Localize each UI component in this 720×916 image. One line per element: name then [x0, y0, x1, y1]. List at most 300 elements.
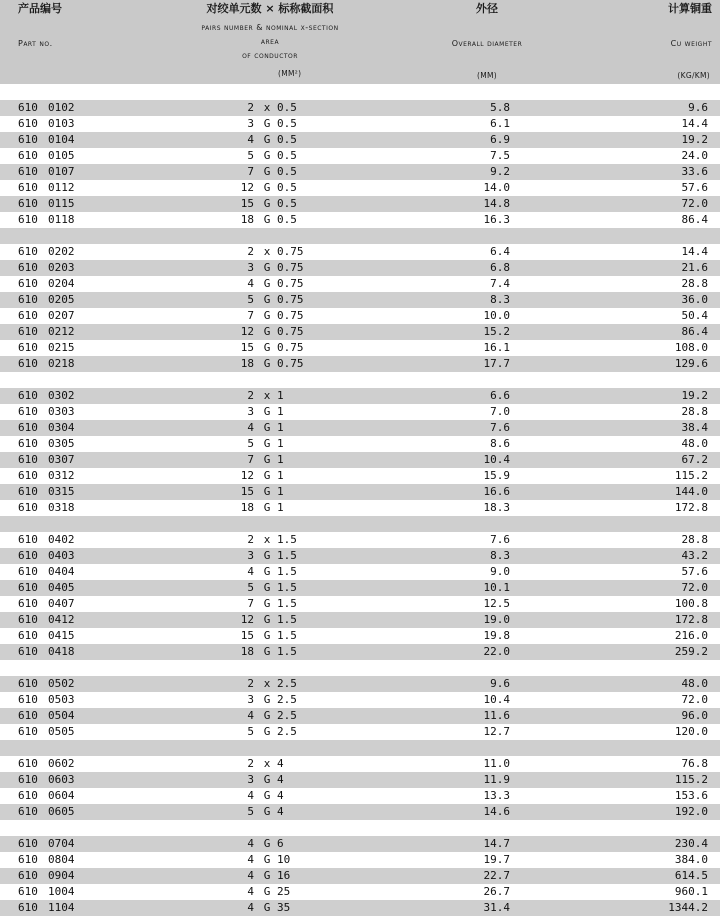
cross-section: 1	[277, 501, 284, 514]
cu-weight: 115.2	[674, 773, 708, 786]
part-prefix: 610	[18, 245, 38, 258]
cross-section: 0.75	[277, 357, 304, 370]
diameter-header-zh: 外径	[476, 2, 498, 15]
cross-section: 0.5	[277, 197, 297, 210]
construction-symbol: G	[263, 629, 271, 642]
part-prefix: 610	[18, 293, 38, 306]
cross-section: 4	[277, 757, 284, 770]
part-code: 0105	[48, 149, 75, 162]
cross-section: 0.75	[277, 261, 304, 274]
cross-section: 1	[277, 485, 284, 498]
part-code: 0704	[48, 837, 75, 850]
pairs-count: 2	[247, 757, 254, 770]
pairs-count: 18	[240, 213, 254, 226]
pairs-count: 7	[247, 453, 254, 466]
construction-symbol: G	[263, 197, 271, 210]
cross-section: 0.5	[277, 213, 297, 226]
cu-weight: 38.4	[681, 421, 708, 434]
part-code: 0104	[48, 133, 75, 146]
cu-weight: 57.6	[681, 181, 708, 194]
pairs-count: 2	[247, 245, 254, 258]
construction-symbol: G	[263, 325, 271, 338]
cu-weight: 19.2	[681, 389, 708, 402]
part-prefix: 610	[18, 117, 38, 130]
table-row	[0, 260, 720, 276]
part-code: 0504	[48, 709, 75, 722]
part-prefix: 610	[18, 677, 38, 690]
overall-diameter: 7.5	[490, 149, 510, 162]
part-code: 0215	[48, 341, 75, 354]
cross-section: 35	[277, 901, 291, 914]
part-code: 0605	[48, 805, 75, 818]
cu-weight: 1344.2	[668, 901, 708, 914]
pairs-count: 18	[240, 645, 254, 658]
overall-diameter: 11.9	[483, 773, 510, 786]
cu-weight: 216.0	[674, 629, 708, 642]
part-prefix: 610	[18, 549, 38, 562]
overall-diameter: 14.0	[483, 181, 510, 194]
construction-symbol: G	[263, 773, 271, 786]
part-prefix: 610	[18, 533, 38, 546]
part-prefix: 610	[18, 485, 38, 498]
construction-symbol: G	[263, 453, 271, 466]
part-prefix: 610	[18, 645, 38, 658]
table-row	[0, 468, 720, 484]
cross-section: 0.5	[277, 117, 297, 130]
pairs-count: 7	[247, 165, 254, 178]
table-row	[0, 644, 720, 660]
table-row	[0, 132, 720, 148]
table-header	[0, 0, 720, 84]
cross-section: 0.75	[277, 245, 304, 258]
overall-diameter: 16.6	[483, 485, 510, 498]
pairs-count: 15	[240, 341, 254, 354]
table-row	[0, 628, 720, 644]
cu-weight: 21.6	[681, 261, 708, 274]
overall-diameter: 10.4	[483, 693, 510, 706]
pairs-count: 3	[247, 117, 254, 130]
diameter-header-en: Overall diameter	[451, 39, 523, 48]
weight-header-zh: 计算铜重	[668, 2, 712, 15]
part-code: 0604	[48, 789, 75, 802]
overall-diameter: 7.6	[490, 421, 510, 434]
construction-symbol: G	[263, 485, 271, 498]
pairs-count: 12	[240, 325, 254, 338]
part-prefix: 610	[18, 581, 38, 594]
construction-symbol: G	[263, 293, 271, 306]
pairs-count: 2	[247, 533, 254, 546]
part-prefix: 610	[18, 341, 38, 354]
cross-section: 2.5	[277, 693, 297, 706]
part-prefix: 610	[18, 357, 38, 370]
cross-section: 1	[277, 389, 284, 402]
cu-weight: 96.0	[681, 709, 708, 722]
cu-weight: 100.8	[674, 597, 708, 610]
part-prefix: 610	[18, 133, 38, 146]
part-prefix: 610	[18, 197, 38, 210]
part-prefix: 610	[18, 725, 38, 738]
overall-diameter: 6.1	[490, 117, 510, 130]
overall-diameter: 6.6	[490, 389, 510, 402]
part-prefix: 610	[18, 261, 38, 274]
part-code: 0503	[48, 693, 75, 706]
cross-section: 1	[277, 437, 284, 450]
cu-weight: 28.8	[681, 277, 708, 290]
part-code: 0804	[48, 853, 75, 866]
construction-symbol: G	[263, 805, 271, 818]
table-row	[0, 420, 720, 436]
part-code: 0107	[48, 165, 75, 178]
part-code: 0207	[48, 309, 75, 322]
overall-diameter: 9.2	[490, 165, 510, 178]
part-code: 0415	[48, 629, 75, 642]
overall-diameter: 7.6	[490, 533, 510, 546]
construction-symbol: G	[263, 565, 271, 578]
part-prefix: 610	[18, 389, 38, 402]
overall-diameter: 19.8	[483, 629, 510, 642]
cross-section: 1.5	[277, 565, 297, 578]
cu-weight: 57.6	[681, 565, 708, 578]
overall-diameter: 15.2	[483, 325, 510, 338]
pairs-count: 5	[247, 149, 254, 162]
pairs-count: 15	[240, 197, 254, 210]
overall-diameter: 8.6	[490, 437, 510, 450]
table-row	[0, 900, 720, 916]
cross-section: 2.5	[277, 709, 297, 722]
cu-weight: 67.2	[681, 453, 708, 466]
part-code: 0204	[48, 277, 75, 290]
part-code: 0402	[48, 533, 75, 546]
cu-weight: 28.8	[681, 533, 708, 546]
part-prefix: 610	[18, 629, 38, 642]
construction-symbol: G	[263, 901, 271, 914]
construction-symbol: G	[263, 853, 271, 866]
table-row	[0, 356, 720, 372]
part-code: 0115	[48, 197, 75, 210]
overall-diameter: 5.8	[490, 101, 510, 114]
construction-symbol: G	[263, 549, 271, 562]
cross-section: 25	[277, 885, 291, 898]
pairs-count: 2	[247, 101, 254, 114]
cross-section: 0.5	[277, 133, 297, 146]
pairs-count: 7	[247, 309, 254, 322]
part-code: 0202	[48, 245, 75, 258]
construction-symbol: G	[263, 437, 271, 450]
table-row	[0, 724, 720, 740]
cu-weight: 72.0	[681, 693, 708, 706]
part-prefix: 610	[18, 565, 38, 578]
part-code: 0205	[48, 293, 75, 306]
table-row	[0, 452, 720, 468]
part-prefix: 610	[18, 597, 38, 610]
part-prefix: 610	[18, 709, 38, 722]
cu-weight: 14.4	[681, 245, 708, 258]
cross-section: 0.75	[277, 341, 304, 354]
pairs-count: 4	[247, 885, 254, 898]
overall-diameter: 12.5	[483, 597, 510, 610]
part-code: 0303	[48, 405, 75, 418]
diameter-header-unit: (MM)	[477, 71, 497, 80]
construction-symbol: G	[263, 421, 271, 434]
cross-section: 1.5	[277, 581, 297, 594]
cross-section: 2.5	[277, 677, 297, 690]
construction-symbol: G	[263, 357, 271, 370]
table-row	[0, 196, 720, 212]
part-prefix: 610	[18, 149, 38, 162]
part-prefix: 610	[18, 437, 38, 450]
cross-section: 1.5	[277, 533, 297, 546]
part-code: 1104	[48, 901, 75, 914]
group-separator	[0, 516, 720, 532]
overall-diameter: 12.7	[483, 725, 510, 738]
part-prefix: 610	[18, 101, 38, 114]
construction-symbol: G	[263, 837, 271, 850]
cu-weight: 19.2	[681, 133, 708, 146]
table-body	[0, 84, 720, 916]
cu-weight: 614.5	[674, 869, 708, 882]
overall-diameter: 13.3	[483, 789, 510, 802]
overall-diameter: 10.0	[483, 309, 510, 322]
cu-weight: 14.4	[681, 117, 708, 130]
overall-diameter: 15.9	[483, 469, 510, 482]
cross-section: 10	[277, 853, 291, 866]
construction-symbol: x	[263, 533, 271, 546]
cu-weight: 960.1	[674, 885, 708, 898]
cu-weight: 153.6	[674, 789, 708, 802]
part-prefix: 610	[18, 885, 38, 898]
cross-section: 0.75	[277, 309, 304, 322]
table-row	[0, 580, 720, 596]
table-row	[0, 484, 720, 500]
cu-weight: 50.4	[681, 309, 708, 322]
cu-weight: 115.2	[674, 469, 708, 482]
cross-section: 6	[277, 837, 284, 850]
pairs-count: 4	[247, 869, 254, 882]
part-prefix: 610	[18, 309, 38, 322]
pairs-header-unit: (MM²)	[278, 69, 302, 78]
cu-weight: 108.0	[674, 341, 708, 354]
part-prefix: 610	[18, 405, 38, 418]
cross-section: 1	[277, 453, 284, 466]
table-row	[0, 868, 720, 884]
overall-diameter: 31.4	[483, 901, 510, 914]
group-separator	[0, 820, 720, 836]
overall-diameter: 7.4	[490, 277, 510, 290]
construction-symbol: G	[263, 709, 271, 722]
overall-diameter: 10.1	[483, 581, 510, 594]
cu-weight: 144.0	[674, 485, 708, 498]
part-code: 0407	[48, 597, 75, 610]
table-row	[0, 404, 720, 420]
construction-symbol: G	[263, 613, 271, 626]
group-separator	[0, 740, 720, 756]
part-code: 0404	[48, 565, 75, 578]
overall-diameter: 26.7	[483, 885, 510, 898]
table-row	[0, 852, 720, 868]
cu-weight: 72.0	[681, 197, 708, 210]
part-prefix: 610	[18, 901, 38, 914]
part-code: 0102	[48, 101, 75, 114]
overall-diameter: 22.0	[483, 645, 510, 658]
cu-weight: 28.8	[681, 405, 708, 418]
cross-section: 4	[277, 805, 284, 818]
overall-diameter: 18.3	[483, 501, 510, 514]
part-code: 0118	[48, 213, 75, 226]
construction-symbol: G	[263, 149, 271, 162]
pairs-count: 4	[247, 901, 254, 914]
table-row	[0, 500, 720, 516]
pairs-count: 3	[247, 405, 254, 418]
pairs-count: 3	[247, 549, 254, 562]
overall-diameter: 9.0	[490, 565, 510, 578]
table-row	[0, 388, 720, 404]
part-code: 0405	[48, 581, 75, 594]
part-code: 0505	[48, 725, 75, 738]
table-row	[0, 708, 720, 724]
part-code: 0305	[48, 437, 75, 450]
overall-diameter: 14.7	[483, 837, 510, 850]
pairs-count: 3	[247, 773, 254, 786]
construction-symbol: x	[263, 245, 271, 258]
cu-weight: 192.0	[674, 805, 708, 818]
pairs-count: 5	[247, 581, 254, 594]
part-prefix: 610	[18, 277, 38, 290]
cross-section: 0.5	[277, 181, 297, 194]
construction-symbol: G	[263, 581, 271, 594]
construction-symbol: G	[263, 645, 271, 658]
weight-header-unit: (KG/KM)	[677, 71, 710, 80]
part-code: 0412	[48, 613, 75, 626]
part-prefix: 610	[18, 181, 38, 194]
cross-section: 1	[277, 469, 284, 482]
construction-symbol: G	[263, 885, 271, 898]
overall-diameter: 19.7	[483, 853, 510, 866]
construction-symbol: G	[263, 405, 271, 418]
cross-section: 4	[277, 789, 284, 802]
table-row	[0, 292, 720, 308]
construction-symbol: G	[263, 341, 271, 354]
table-row	[0, 804, 720, 820]
part-code: 0203	[48, 261, 75, 274]
part-prefix: 610	[18, 789, 38, 802]
part-prefix: 610	[18, 869, 38, 882]
part-prefix: 610	[18, 773, 38, 786]
cross-section: 1.5	[277, 629, 297, 642]
cross-section: 0.5	[277, 101, 297, 114]
cu-weight: 172.8	[674, 613, 708, 626]
group-separator	[0, 228, 720, 244]
cross-section: 0.75	[277, 277, 304, 290]
table-row	[0, 324, 720, 340]
table-row	[0, 100, 720, 116]
part-prefix: 610	[18, 469, 38, 482]
table-row	[0, 756, 720, 772]
part-prefix: 610	[18, 165, 38, 178]
table-row	[0, 308, 720, 324]
construction-symbol: G	[263, 213, 271, 226]
cu-weight: 86.4	[681, 325, 708, 338]
part-code: 0307	[48, 453, 75, 466]
construction-symbol: G	[263, 165, 271, 178]
part-code: 0302	[48, 389, 75, 402]
pairs-count: 5	[247, 725, 254, 738]
pairs-count: 2	[247, 677, 254, 690]
pairs-count: 5	[247, 293, 254, 306]
overall-diameter: 8.3	[490, 549, 510, 562]
construction-symbol: G	[263, 261, 271, 274]
weight-header-en: Cu weight	[670, 39, 712, 48]
overall-diameter: 6.8	[490, 261, 510, 274]
pairs-count: 12	[240, 181, 254, 194]
cu-weight: 129.6	[674, 357, 708, 370]
pairs-count: 4	[247, 837, 254, 850]
construction-symbol: G	[263, 277, 271, 290]
part-code: 0103	[48, 117, 75, 130]
part-code: 0304	[48, 421, 75, 434]
part-code: 0112	[48, 181, 75, 194]
construction-symbol: G	[263, 309, 271, 322]
part-code: 0212	[48, 325, 75, 338]
table-row	[0, 884, 720, 900]
part-prefix: 610	[18, 853, 38, 866]
part-code: 0218	[48, 357, 75, 370]
pairs-count: 4	[247, 565, 254, 578]
cross-section: 1.5	[277, 613, 297, 626]
cu-weight: 384.0	[674, 853, 708, 866]
overall-diameter: 16.3	[483, 213, 510, 226]
table-row	[0, 212, 720, 228]
overall-diameter: 19.0	[483, 613, 510, 626]
part-code: 0502	[48, 677, 75, 690]
table-row	[0, 612, 720, 628]
table-row	[0, 244, 720, 260]
overall-diameter: 7.0	[490, 405, 510, 418]
pairs-count: 15	[240, 485, 254, 498]
cross-section: 0.75	[277, 293, 304, 306]
table-row	[0, 772, 720, 788]
cu-weight: 9.6	[688, 101, 708, 114]
part-code: 0602	[48, 757, 75, 770]
pairs-count: 3	[247, 693, 254, 706]
pairs-count: 3	[247, 261, 254, 274]
construction-symbol: G	[263, 869, 271, 882]
cu-weight: 24.0	[681, 149, 708, 162]
overall-diameter: 14.6	[483, 805, 510, 818]
pairs-header-en-3: of conductor	[242, 51, 298, 60]
part-code: 0403	[48, 549, 75, 562]
part-code: 0418	[48, 645, 75, 658]
cu-weight: 43.2	[681, 549, 708, 562]
overall-diameter: 17.7	[483, 357, 510, 370]
part-prefix: 610	[18, 213, 38, 226]
table-row	[0, 676, 720, 692]
group-separator	[0, 84, 720, 100]
pairs-count: 4	[247, 133, 254, 146]
table-row	[0, 532, 720, 548]
part-code: 0318	[48, 501, 75, 514]
part-code: 0904	[48, 869, 75, 882]
cu-weight: 76.8	[681, 757, 708, 770]
overall-diameter: 16.1	[483, 341, 510, 354]
construction-symbol: G	[263, 181, 271, 194]
pairs-count: 4	[247, 853, 254, 866]
table-row	[0, 180, 720, 196]
part-no-header-zh: 产品编号	[18, 2, 62, 15]
cu-weight: 33.6	[681, 165, 708, 178]
construction-symbol: G	[263, 117, 271, 130]
pairs-count: 15	[240, 629, 254, 642]
construction-symbol: G	[263, 789, 271, 802]
